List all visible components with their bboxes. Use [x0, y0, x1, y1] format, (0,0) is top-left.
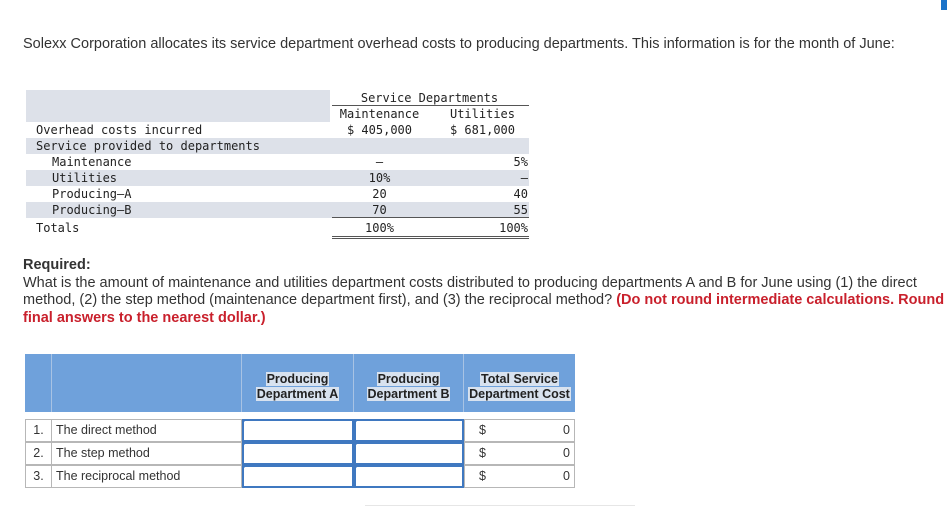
corner-indicator: [941, 0, 947, 10]
currency-symbol: $: [479, 469, 486, 483]
maintenance-value: 10%: [368, 171, 391, 185]
group-header-row: [26, 90, 529, 106]
row-label: Service provided to departments: [36, 139, 260, 153]
maintenance-value: 20: [372, 187, 387, 201]
col-header-utilities: Utilities: [449, 107, 516, 121]
required-heading: Required:: [23, 257, 91, 273]
maintenance-value: $ 405,000: [346, 123, 413, 137]
problem-intro: Solexx Corporation allocates its service department overhead costs to producing departments. This information is for the month of June:: [23, 36, 895, 52]
totals-rule: [332, 217, 529, 218]
utilities-value: 100%: [499, 221, 528, 235]
service-department-table: [26, 90, 529, 236]
table-row: [26, 154, 529, 170]
method-label: The step method: [51, 442, 242, 465]
row-number: 2.: [25, 442, 52, 465]
producing-a-input[interactable]: [242, 442, 354, 465]
method-label: The direct method: [51, 419, 242, 442]
producing-b-input[interactable]: [354, 442, 464, 465]
table-row: [26, 138, 529, 154]
table-row: [26, 202, 529, 218]
maintenance-value: –: [375, 155, 384, 169]
maintenance-value: 70: [372, 203, 387, 217]
question-text: What is the amount of maintenance and utilities department costs distributed to producing departments A and B for June using (1) the direct method, (2) the step method (maintenance department first), and (3) the reciprocal method?: [23, 274, 917, 308]
row-number: 3.: [25, 465, 52, 488]
currency-symbol: $: [479, 446, 486, 460]
table-row: [26, 220, 529, 236]
required-text: [23, 275, 947, 328]
rounding-instruction: (Do not round intermediate calculations. Round final answers to the nearest dollar.): [23, 292, 945, 326]
header-producing-b: Producing Department B: [354, 354, 464, 412]
method-label: The reciprocal method: [51, 465, 242, 488]
utilities-value: 55: [513, 203, 528, 217]
column-header-row: [26, 106, 529, 122]
required-section: [23, 257, 947, 327]
producing-b-input[interactable]: [354, 419, 464, 442]
row-number: 1.: [25, 419, 52, 442]
utilities-value: 40: [513, 187, 528, 201]
row-label: Totals: [36, 221, 80, 235]
bottom-divider: [365, 505, 635, 506]
double-rule-bottom: [332, 238, 529, 239]
group-header: Service Departments: [360, 91, 499, 105]
total-cost-cell: [464, 419, 575, 442]
total-value: 0: [563, 423, 570, 437]
total-cost-cell: [464, 465, 575, 488]
col-header-maintenance: Maintenance: [339, 107, 420, 121]
maintenance-value: 100%: [365, 221, 394, 235]
header-num-cell: [25, 354, 52, 412]
row-label: Producing–A: [52, 187, 132, 201]
row-label: Overhead costs incurred: [36, 123, 203, 137]
producing-b-input[interactable]: [354, 465, 464, 488]
header-producing-a: Producing Department A: [242, 354, 354, 412]
producing-a-input[interactable]: [242, 465, 354, 488]
total-value: 0: [563, 469, 570, 483]
double-rule-top: [332, 236, 529, 237]
utilities-value: 5%: [513, 155, 528, 169]
utilities-value: –: [520, 171, 528, 185]
producing-a-input[interactable]: [242, 419, 354, 442]
row-label: Maintenance: [52, 155, 132, 169]
header-total-cost: Total Service Department Cost: [464, 354, 575, 412]
table-row: [26, 122, 529, 138]
header-label-cell: [52, 354, 242, 412]
row-label: Utilities: [52, 171, 118, 185]
total-cost-cell: [464, 442, 575, 465]
table-row: [26, 170, 529, 186]
table-row: [26, 186, 529, 202]
row-label: Producing–B: [52, 203, 132, 217]
total-value: 0: [563, 446, 570, 460]
currency-symbol: $: [479, 423, 486, 437]
utilities-value: $ 681,000: [449, 123, 516, 137]
